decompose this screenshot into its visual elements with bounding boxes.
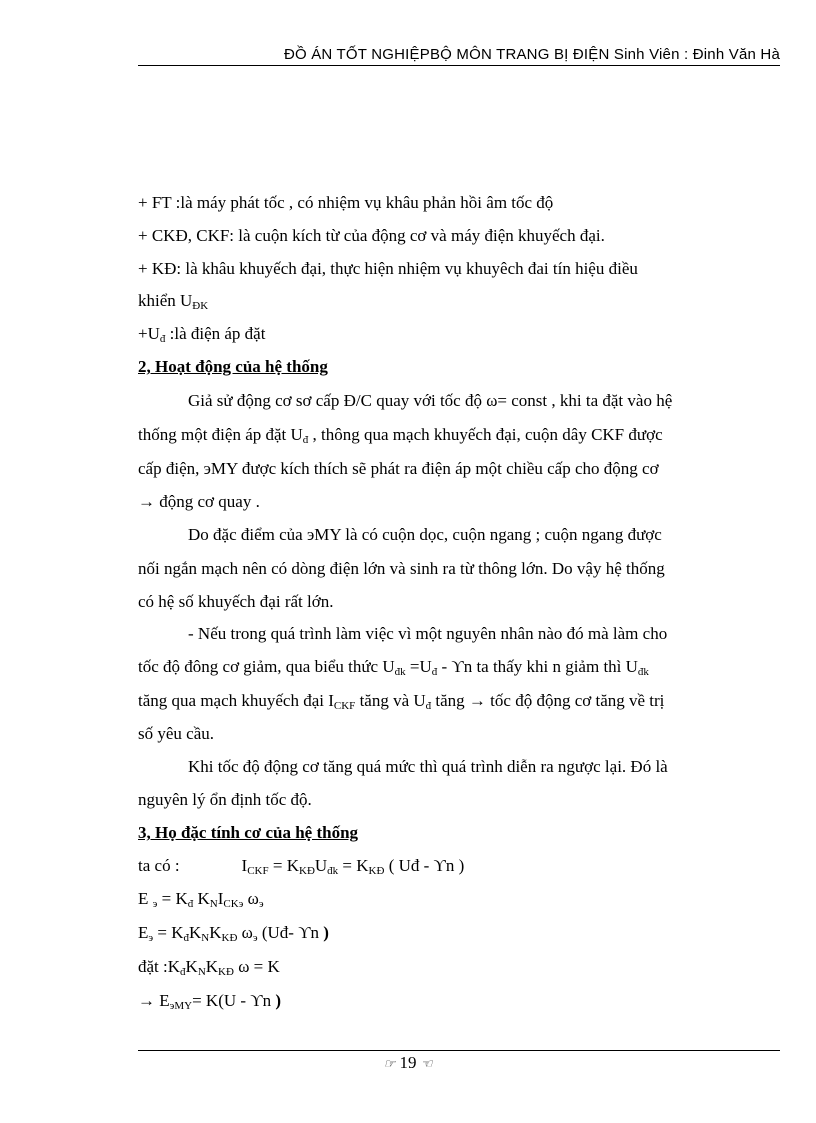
- equation-1: ta có : $I_{CKF} = K_{KĐ}U_{đk} = K_{KĐ}$ ( Uđ - ϒn ): [138, 856, 465, 877]
- paragraph-line: - Nếu trong quá trình làm việc vì một nguyên nhân nào đó mà làm cho: [188, 624, 668, 643]
- pointing-hand-right-icon: ☜: [420, 1056, 433, 1071]
- paragraph-line: nối ngắn mạch nên có dòng điện lớn và sinh ra từ thông lớn. Do vậy hệ thống: [138, 559, 665, 578]
- paragraph-line: → động cơ quay .: [138, 492, 260, 511]
- equation-5: → $E_{эMY}= K(U - ϒn$ ): [138, 991, 282, 1012]
- paragraph-line: cấp điện, эMY được kích thích sẽ phát ra điện áp một chiều cấp cho động cơ: [138, 459, 659, 478]
- legend-ckd: + CKĐ, CKF: là cuộn kích từ của động cơ và máy điện khuyếch đại.: [138, 226, 605, 245]
- equation-3: $E_э = K_đK_NK_{KĐ}$ $\omega_э$ (Uđ- ϒn ): [138, 923, 329, 944]
- paragraph-line: tăng qua mạch khuyếch đại $I_{CKF}$ tăng và $U_đ$ tăng → tốc độ động cơ tăng về trị: [138, 691, 665, 712]
- legend-ft: + FT :là máy phát tốc , có nhiệm vụ khâu phản hồi âm tốc độ: [138, 193, 554, 212]
- pointing-hand-left-icon: ☞: [383, 1056, 396, 1071]
- legend-kd: + KĐ: là khâu khuyếch đại, thực hiện nhiệm vụ khuyêch đai tín hiệu điều: [138, 259, 638, 278]
- page-number: 19: [399, 1053, 417, 1072]
- page-footer: [0, 1053, 816, 1073]
- section-2-heading: 2, Hoạt động của hệ thống: [138, 357, 328, 376]
- paragraph-line: có hệ số khuyếch đại rất lớn.: [138, 592, 334, 611]
- paragraph-line: tốc độ đông cơ giảm, qua biểu thức $U_{đk} =U_đ - ϒn$ ta thấy khi n giảm thì $U_{đk}$: [138, 657, 649, 678]
- legend-ud: $+U_đ$ :là điện áp đặt: [138, 324, 266, 345]
- paragraph-line: Giả sử động cơ sơ cấp Đ/C quay với tốc độ ω= const , khi ta đặt vào hệ: [188, 391, 673, 410]
- paragraph-line: Do đặc điểm của эMY là có cuộn dọc, cuộn ngang ; cuộn ngang được: [188, 525, 662, 544]
- page-header: ĐỒ ÁN TỐT NGHIỆPBỘ MÔN TRANG BỊ ĐIỆN Sinh Viên : Đinh Văn Hà: [138, 46, 780, 66]
- paragraph-line: Khi tốc độ động cơ tăng quá mức thì quá trình diễn ra ngược lại. Đó là: [188, 757, 668, 776]
- equation-4: đặt $:K_đK_NK_{KĐ}$ ω = K: [138, 957, 280, 978]
- section-3-heading: 3, Họ đặc tính cơ của hệ thống: [138, 823, 359, 842]
- legend-kd-continued: khiển $U_{ĐK}$: [138, 291, 209, 312]
- paragraph-line: số yêu cầu.: [138, 724, 215, 743]
- equation-2: E $_э = K_đ$ $K_NI_{CKэ}$ $\omega_э$: [138, 889, 264, 910]
- footer-rule: [138, 1050, 780, 1051]
- paragraph-line: thống một điện áp đặt $U_đ$ , thông qua mạch khuyếch đại, cuộn dây CKF được: [138, 425, 663, 446]
- paragraph-line: nguyên lý ổn định tốc độ.: [138, 790, 312, 809]
